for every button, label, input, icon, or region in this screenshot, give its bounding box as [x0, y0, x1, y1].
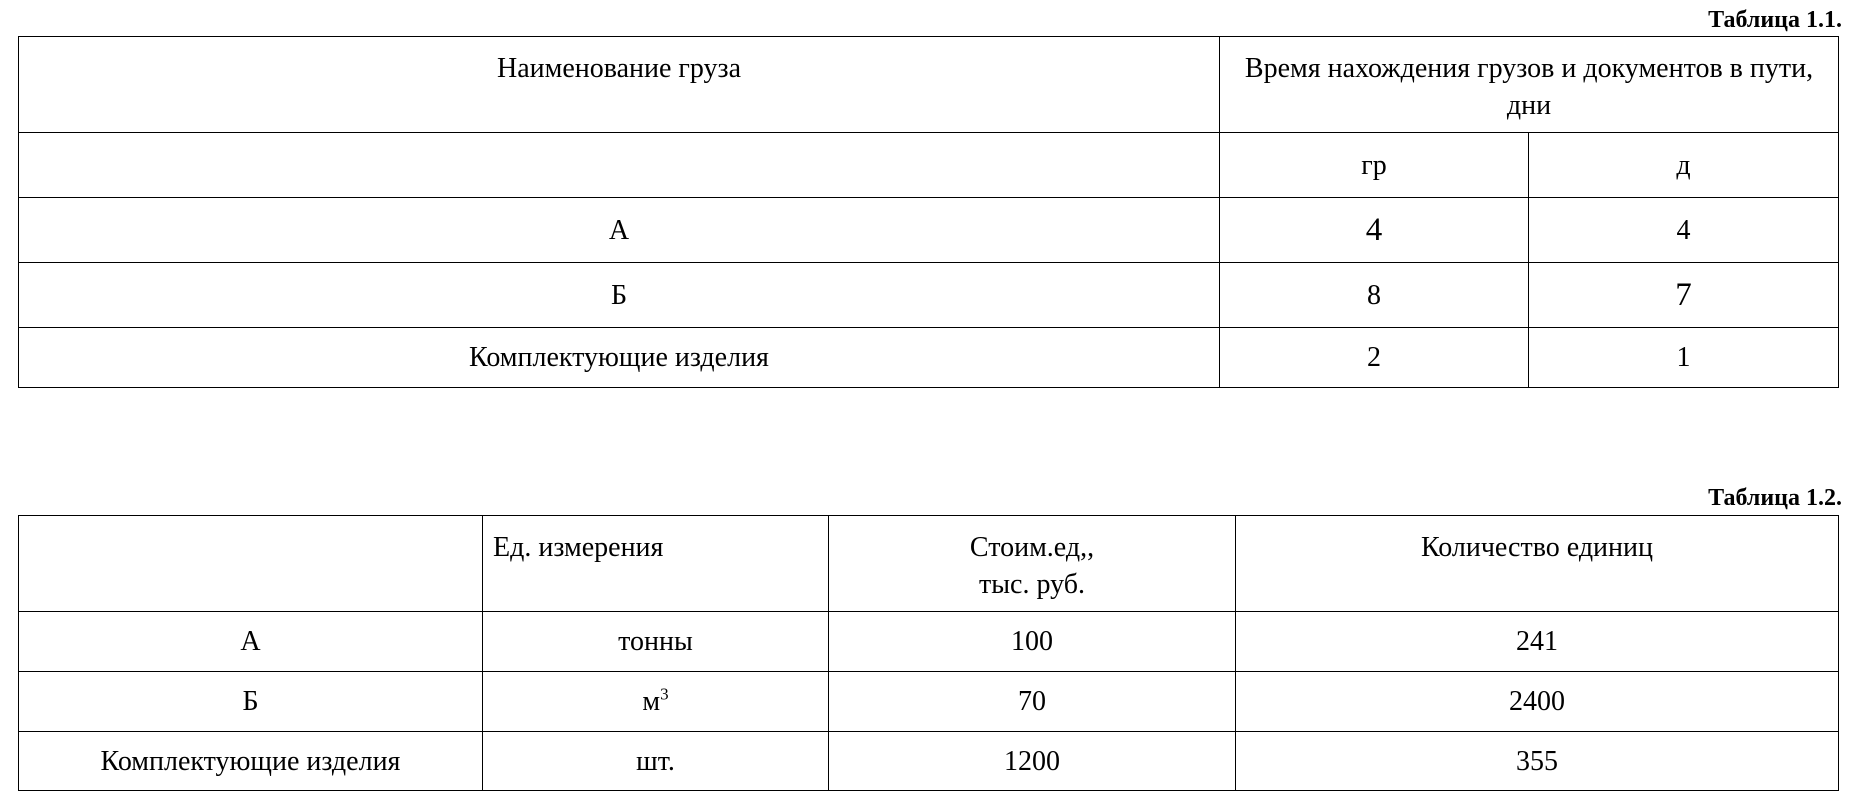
unit-cost-cell: 1200: [829, 732, 1236, 791]
header-unit-cost: [829, 516, 1236, 612]
unit-exponent: 3: [660, 684, 669, 704]
table-row: [19, 672, 1839, 732]
header-transit-time: Время нахождения грузов и документов в пути, дни: [1220, 37, 1839, 133]
unit-cell: [483, 672, 829, 732]
d-value-cell: 1: [1529, 328, 1839, 388]
header-cargo-name: Наименование груза: [19, 37, 1220, 133]
cargo-name-cell: А: [19, 612, 483, 672]
table-row: [19, 732, 1839, 791]
cargo-name-cell: Комплектующие изделия: [19, 732, 483, 791]
cargo-name-cell: Б: [19, 263, 1220, 328]
table-row: [19, 37, 1839, 133]
header-quantity: Количество единиц: [1236, 516, 1839, 612]
header-unit: Ед. измерения: [483, 516, 829, 612]
quantity-cell: 241: [1236, 612, 1839, 672]
gr-value-cell: 2: [1220, 328, 1529, 388]
table-row: [19, 133, 1839, 198]
header-empty-cell: [19, 516, 483, 612]
header-sub-d: д: [1529, 133, 1839, 198]
table-row: [19, 263, 1839, 328]
unit-base: м: [642, 686, 661, 717]
header-unit-cost-line-1: Стоим.ед,,: [969, 532, 1095, 563]
header-empty-cell: [19, 133, 1220, 198]
unit-cell: тонны: [483, 612, 829, 672]
quantity-cell: 355: [1236, 732, 1839, 791]
table-row: [19, 516, 1839, 612]
table-row: [19, 328, 1839, 388]
unit-cost-cell: 70: [829, 672, 1236, 732]
cargo-name-cell: Б: [19, 672, 483, 732]
gr-value-cell: 8: [1220, 263, 1529, 328]
unit-cost-cell: 100: [829, 612, 1236, 672]
table-1-caption: Таблица 1.1.: [1708, 7, 1842, 33]
header-unit-cost-line-2: тыс. руб.: [979, 569, 1085, 600]
unit-cell: шт.: [483, 732, 829, 791]
cargo-name-cell: А: [19, 198, 1220, 263]
quantity-cell: 2400: [1236, 672, 1839, 732]
cargo-name-cell: Комплектующие изделия: [19, 328, 1220, 388]
gr-value-cell: 4: [1220, 198, 1529, 263]
d-value-cell: 7: [1529, 263, 1839, 328]
cargo-transit-time-table: [18, 36, 1839, 388]
header-sub-gr: гр: [1220, 133, 1529, 198]
cargo-cost-quantity-table: [18, 515, 1839, 791]
table-row: [19, 612, 1839, 672]
d-value-cell: 4: [1529, 198, 1839, 263]
table-row: [19, 198, 1839, 263]
table-2-caption: Таблица 1.2.: [1708, 485, 1842, 511]
